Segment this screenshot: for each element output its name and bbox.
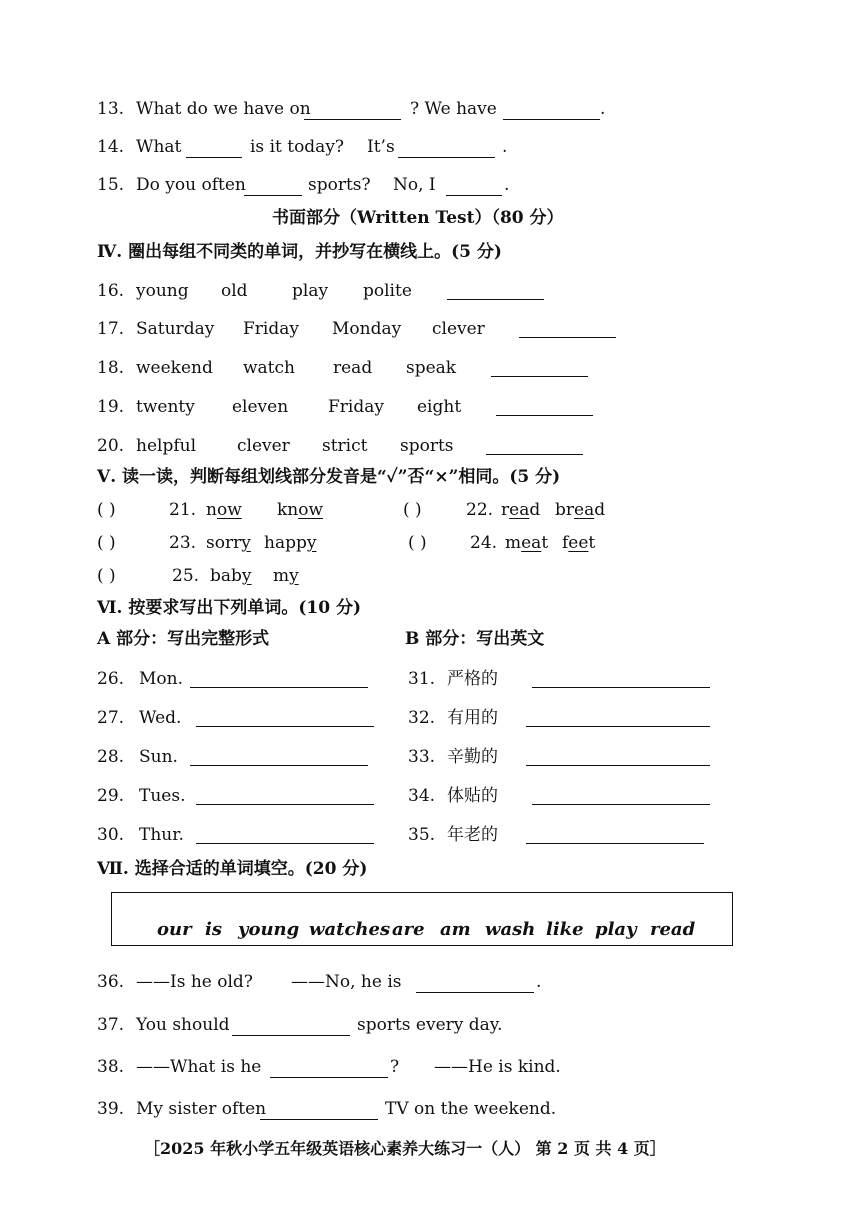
word-option[interactable]: strict: [322, 436, 368, 456]
question-number: 14.: [97, 137, 125, 157]
question-text: ——No, he is: [291, 972, 402, 992]
question-number: 16.: [97, 281, 125, 301]
question-number: 38.: [97, 1057, 125, 1077]
question-number: 20.: [97, 436, 125, 456]
answer-blank[interactable]: [526, 709, 710, 727]
question-number: 32.: [408, 708, 436, 728]
answer-blank[interactable]: [496, 398, 593, 416]
word-option[interactable]: young: [136, 281, 189, 301]
word-option[interactable]: twenty: [136, 397, 195, 417]
part-b-label: B 部分：写出英文: [405, 629, 545, 649]
word-bank-item: like: [546, 919, 584, 940]
question-text: What: [136, 137, 182, 157]
answer-blank[interactable]: [416, 975, 534, 993]
question-number: 22.: [466, 500, 494, 520]
question-number: 33.: [408, 747, 436, 767]
answer-parens[interactable]: ( ): [97, 566, 116, 586]
question-number: 24.: [470, 533, 498, 553]
word-part: happ: [264, 533, 307, 553]
abbr-word: Thur.: [139, 825, 184, 845]
word-option[interactable]: eight: [417, 397, 462, 417]
question-number: 26.: [97, 669, 125, 689]
answer-blank[interactable]: [447, 282, 544, 300]
word-option[interactable]: polite: [363, 281, 412, 301]
underlined-part: ea: [521, 533, 542, 553]
written-test-title: 书面部分（Written Test）（80 分）: [272, 208, 564, 228]
section-5-title: Ⅴ. 读一读，判断每组划线部分发音是“✓”否“×”相同。(5 分): [97, 467, 561, 487]
chinese-word: 年老的: [447, 825, 498, 845]
word-bank-item: our: [157, 919, 192, 940]
answer-blank[interactable]: [186, 140, 242, 158]
question-number: 27.: [97, 708, 125, 728]
section-6-title: Ⅵ. 按要求写出下列单词。(10 分): [97, 598, 362, 618]
word-option[interactable]: eleven: [232, 397, 289, 417]
answer-blank[interactable]: [486, 437, 583, 455]
question-text: No, I: [393, 175, 436, 195]
word-option[interactable]: Monday: [332, 319, 402, 339]
answer-blank[interactable]: [260, 1102, 378, 1120]
underlined-part: ea: [509, 500, 530, 520]
answer-parens[interactable]: ( ): [403, 500, 422, 520]
question-text: ——Is he old?: [136, 972, 253, 992]
word-1: [206, 499, 242, 521]
answer-blank[interactable]: [398, 140, 495, 158]
word-2: [277, 499, 323, 521]
question-number: 17.: [97, 319, 125, 339]
answer-blank[interactable]: [304, 102, 401, 120]
question-number: 30.: [97, 825, 125, 845]
question-text: sports?: [308, 175, 371, 195]
question-text: .: [504, 175, 510, 195]
chinese-word: 体贴的: [447, 786, 498, 806]
word-part: d: [594, 500, 606, 520]
answer-blank[interactable]: [190, 748, 368, 766]
question-number: 34.: [408, 786, 436, 806]
question-text: .: [502, 137, 508, 157]
answer-blank[interactable]: [196, 826, 374, 844]
answer-blank[interactable]: [519, 320, 616, 338]
underlined-part: y: [289, 566, 299, 586]
word-bank-item: watches: [309, 919, 391, 940]
answer-parens[interactable]: ( ): [97, 533, 116, 553]
word-bank-item: read: [650, 919, 696, 940]
question-text: You should: [136, 1015, 230, 1035]
answer-blank[interactable]: [270, 1060, 388, 1078]
question-text: My sister often: [136, 1099, 267, 1119]
word-1: [505, 532, 548, 554]
chinese-word: 严格的: [447, 669, 498, 689]
answer-blank[interactable]: [526, 826, 704, 844]
answer-parens[interactable]: ( ): [97, 500, 116, 520]
word-bank-item: is: [205, 919, 222, 940]
question-text: ?: [390, 1057, 400, 1077]
question-number: 25.: [172, 566, 200, 586]
word-option[interactable]: speak: [406, 358, 457, 378]
question-text: is it today?: [250, 137, 345, 157]
question-text: It’s: [367, 137, 395, 157]
question-text: Do you often: [136, 175, 246, 195]
question-number: 31.: [408, 669, 436, 689]
answer-blank[interactable]: [532, 787, 710, 805]
answer-blank[interactable]: [491, 359, 588, 377]
answer-blank[interactable]: [526, 748, 710, 766]
question-number: 15.: [97, 175, 125, 195]
word-2: [273, 565, 299, 587]
page-footer: ［2025 年秋小学五年级英语核心素养大练习一（人） 第 2 页 共 4 页］: [144, 1139, 666, 1158]
question-number: 39.: [97, 1099, 125, 1119]
chinese-word: 辛勤的: [447, 747, 498, 767]
word-part: m: [273, 566, 290, 586]
question-number: 35.: [408, 825, 436, 845]
word-option[interactable]: read: [333, 358, 373, 378]
word-bank-item: play: [595, 919, 637, 940]
answer-blank[interactable]: [446, 178, 502, 196]
word-option[interactable]: watch: [243, 358, 295, 378]
question-number: 29.: [97, 786, 125, 806]
question-number: 19.: [97, 397, 125, 417]
word-bank-item: young: [238, 919, 300, 940]
word-1: [501, 499, 540, 521]
question-number: 36.: [97, 972, 125, 992]
abbr-word: Mon.: [139, 669, 183, 689]
answer-parens[interactable]: ( ): [408, 533, 427, 553]
word-option[interactable]: Friday: [243, 319, 299, 339]
word-part: m: [505, 533, 522, 553]
abbr-word: Wed.: [139, 708, 182, 728]
underlined-part: ow: [216, 500, 242, 520]
word-bank-item: are: [392, 919, 425, 940]
word-option[interactable]: clever: [432, 319, 485, 339]
abbr-word: Sun.: [139, 747, 178, 767]
part-a-label: A 部分：写出完整形式: [97, 629, 270, 649]
underlined-part: y: [306, 533, 317, 553]
question-text: ? We have: [410, 99, 497, 119]
word-2: [264, 532, 316, 554]
word-2: [555, 499, 605, 521]
word-part: r: [501, 500, 510, 520]
underlined-part: y: [241, 566, 252, 586]
question-number: 37.: [97, 1015, 125, 1035]
word-option[interactable]: clever: [237, 436, 290, 456]
underlined-part: y: [241, 533, 251, 553]
word-bank-item: am: [440, 919, 471, 940]
question-number: 28.: [97, 747, 125, 767]
word-bank-item: wash: [485, 919, 536, 940]
word-part: f: [562, 533, 569, 553]
question-number: 18.: [97, 358, 125, 378]
question-number: 13.: [97, 99, 125, 119]
abbr-word: Tues.: [139, 786, 186, 806]
section-4-title: Ⅳ. 圈出每组不同类的单词，并抄写在横线上。(5 分): [97, 242, 502, 262]
question-text: ——What is he: [136, 1057, 262, 1077]
underlined-part: ea: [574, 500, 595, 520]
answer-blank[interactable]: [532, 670, 710, 688]
word-part: n: [206, 500, 217, 520]
answer-blank[interactable]: [190, 670, 368, 688]
word-part: t: [541, 533, 549, 553]
question-text: .: [536, 972, 542, 992]
underlined-part: ee: [568, 533, 589, 553]
word-part: br: [555, 500, 575, 520]
question-text: ——He is kind.: [434, 1057, 561, 1077]
word-option[interactable]: play: [292, 281, 329, 301]
word-part: t: [588, 533, 596, 553]
word-option[interactable]: sports: [400, 436, 454, 456]
question-text: sports every day.: [357, 1015, 503, 1035]
answer-blank[interactable]: [503, 102, 600, 120]
question-number: 23.: [169, 533, 197, 553]
word-option[interactable]: Friday: [328, 397, 384, 417]
word-option[interactable]: weekend: [136, 358, 213, 378]
question-text: .: [600, 99, 606, 119]
answer-blank[interactable]: [244, 178, 302, 196]
word-part: d: [529, 500, 541, 520]
word-1: [210, 565, 252, 587]
answer-blank[interactable]: [196, 709, 374, 727]
word-part: sorr: [206, 533, 242, 553]
chinese-word: 有用的: [447, 708, 498, 728]
word-option[interactable]: helpful: [136, 436, 197, 456]
word-part: bab: [210, 566, 242, 586]
question-text: What do we have on: [136, 99, 311, 119]
question-text: TV on the weekend.: [385, 1099, 557, 1119]
word-option[interactable]: old: [221, 281, 248, 301]
section-7-title: Ⅶ. 选择合适的单词填空。(20 分): [97, 859, 368, 879]
underlined-part: ow: [298, 500, 324, 520]
word-1: [206, 532, 251, 554]
question-number: 21.: [169, 500, 197, 520]
word-option[interactable]: Saturday: [136, 319, 215, 339]
word-2: [562, 532, 595, 554]
answer-blank[interactable]: [232, 1018, 350, 1036]
answer-blank[interactable]: [196, 787, 374, 805]
word-part: kn: [277, 500, 299, 520]
